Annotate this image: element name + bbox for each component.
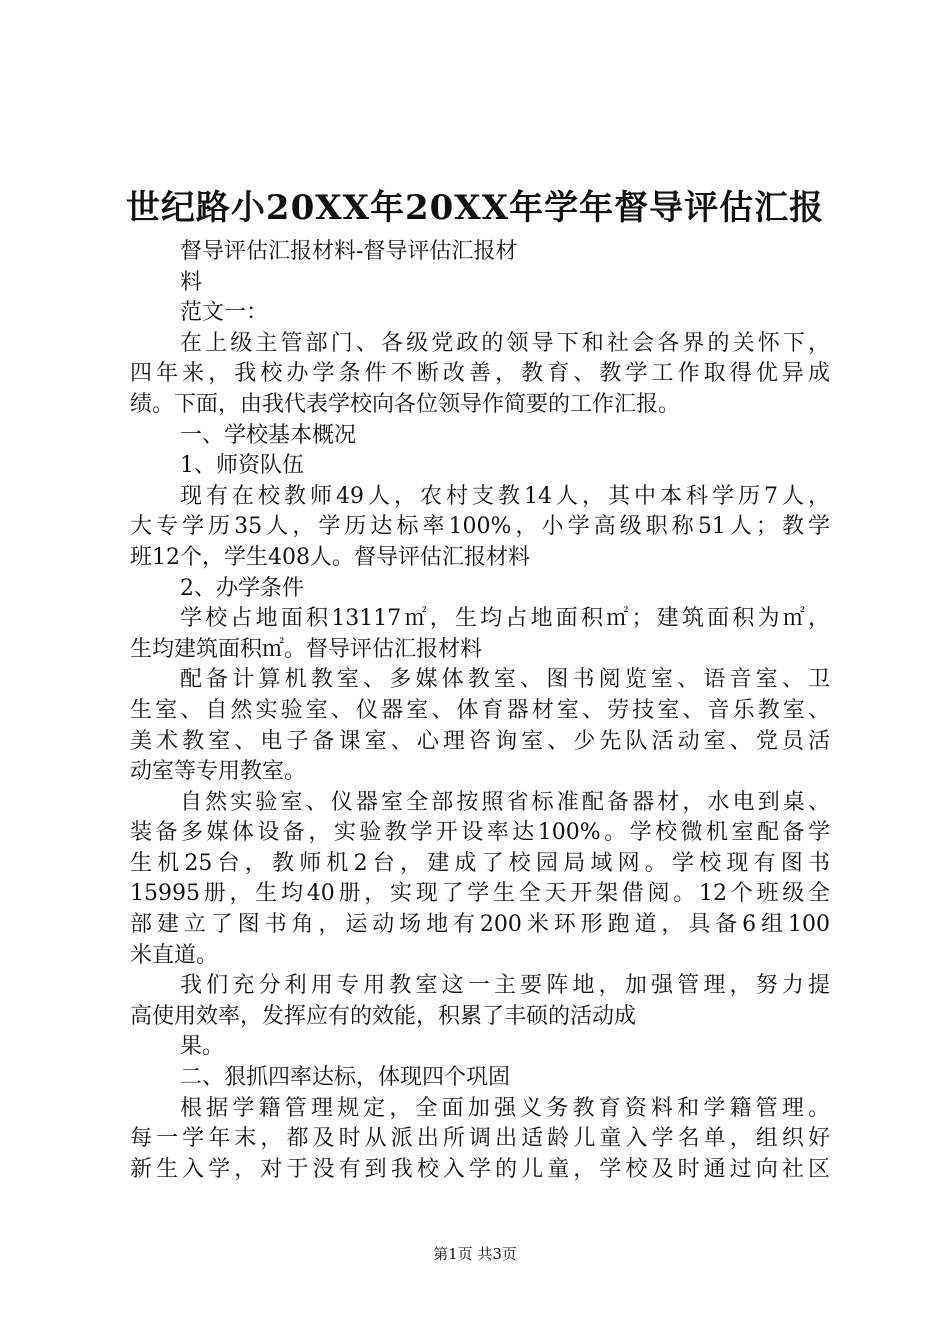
paragraph-line: 部建立了图书角，运动场地有200米环形跑道，具备6组100 <box>130 912 830 938</box>
paragraph-line: 绩。下面，由我代表学校向各位领导作简要的工作汇报。 <box>130 391 681 417</box>
document-body <box>130 237 830 1185</box>
page-number-footer: 第1页 共3页 <box>433 1245 517 1263</box>
paragraph-line: 装备多媒体设备，实验教学开设率达100%。学校微机室配备学 <box>130 820 830 846</box>
paragraph-line: 果。 <box>180 1034 225 1060</box>
paragraph-line: 配备计算机教室、多媒体教室、图书阅览室、语音室、卫 <box>180 667 830 693</box>
section-heading: 一、学校基本概况 <box>180 422 357 448</box>
paragraph-line: 生室、自然实验室、仪器室、体育器材室、劳技室、音乐教室、 <box>130 697 830 723</box>
paragraph-line: 根据学籍管理规定，全面加强义务教育资料和学籍管理。 <box>180 1095 830 1121</box>
document-title: 世纪路小20XX年20XX年学年督导评估汇报 <box>125 188 825 228</box>
paragraph-line: 新生入学，对于没有到我校入学的儿童，学校及时通过向社区 <box>130 1156 830 1182</box>
paragraph-line: 15995册，生均40册，实现了学生全天开架借阅。12个班级全 <box>130 881 830 907</box>
paragraph-line: 范文一： <box>180 300 269 326</box>
paragraph-line: 米直道。 <box>130 942 219 968</box>
paragraph-line: 美术教室、电子备课室、心理咨询室、少先队活动室、党员活 <box>130 728 830 754</box>
paragraph-line: 每一学年末，都及时从派出所调出适龄儿童入学名单，组织好 <box>130 1126 830 1152</box>
paragraph-line: 班12个，学生408人。督导评估汇报材料 <box>130 544 530 570</box>
paragraph-line: 在上级主管部门、各级党政的领导下和社会各界的关怀下， <box>180 330 830 356</box>
paragraph-line: 生机25台，教师机2台，建成了校园局域网。学校现有图书 <box>130 850 830 876</box>
paragraph-line: 动室等专用教室。 <box>130 759 307 785</box>
paragraph-line: 四年来，我校办学条件不断改善，教育、教学工作取得优异成 <box>130 361 830 387</box>
subsection-heading: 1、师资队伍 <box>180 453 304 479</box>
subsection-heading: 2、办学条件 <box>180 575 304 601</box>
paragraph-line: 我们充分利用专用教室这一主要阵地，加强管理，努力提 <box>180 973 830 999</box>
paragraph-line: 学校占地面积13117㎡，生均占地面积㎡；建筑面积为㎡， <box>180 606 830 632</box>
section-heading: 二、狠抓四率达标，体现四个巩固 <box>180 1065 511 1091</box>
paragraph-line: 现有在校教师49人，农村支教14人，其中本科学历7人， <box>180 483 830 509</box>
paragraph-line: 自然实验室、仪器室全部按照省标准配备器材，水电到桌、 <box>180 789 830 815</box>
paragraph-line: 料 <box>180 269 203 295</box>
paragraph-line: 生均建筑面积㎡。督导评估汇报材料 <box>130 636 483 662</box>
paragraph-line: 督导评估汇报材料-督导评估汇报材 <box>180 239 518 264</box>
paragraph-line: 大专学历35人，学历达标率100%，小学高级职称51人；教学 <box>130 514 830 540</box>
paragraph-line: 高使用效率，发挥应有的效能，积累了丰硕的活动成 <box>130 1003 637 1029</box>
